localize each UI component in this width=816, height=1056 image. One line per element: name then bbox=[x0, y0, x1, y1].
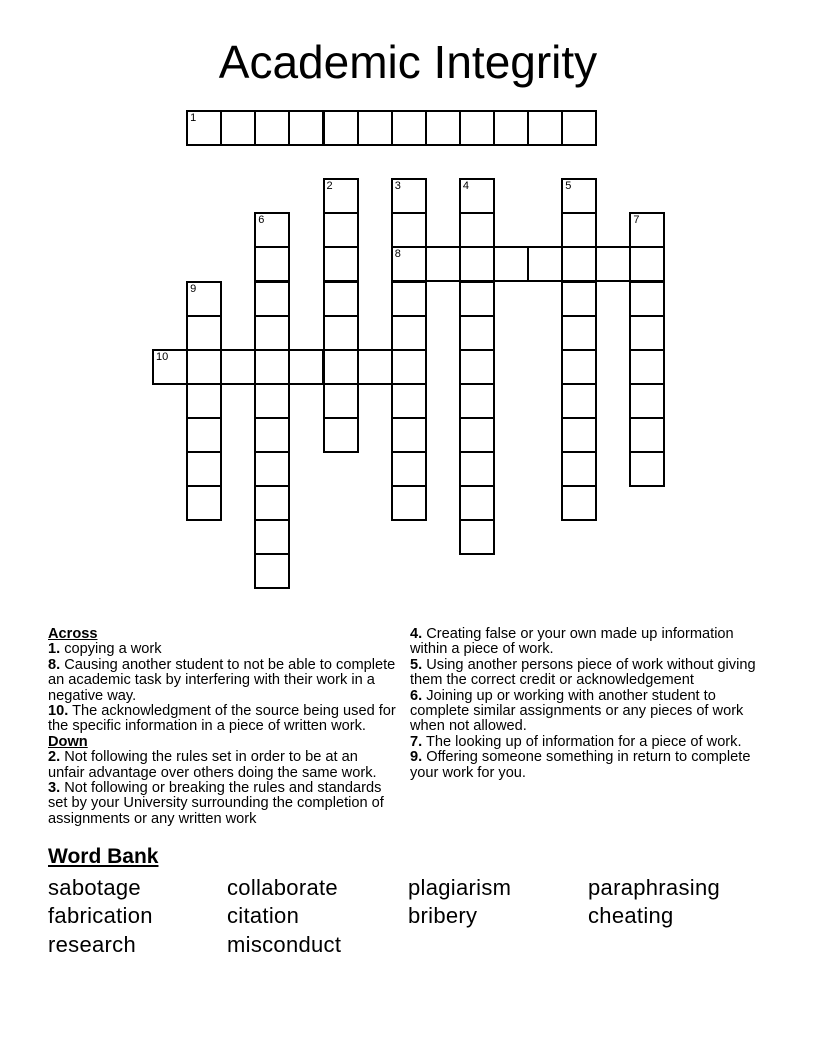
clue-item bbox=[48, 642, 396, 657]
across-heading: Across bbox=[48, 626, 98, 642]
clue-number: 3. bbox=[48, 780, 61, 797]
cell-number: 8 bbox=[394, 248, 401, 261]
crossword-cell bbox=[459, 281, 495, 317]
crossword-cell bbox=[323, 315, 359, 351]
crossword-cell bbox=[186, 383, 222, 419]
crossword-cell bbox=[254, 485, 290, 521]
crossword-cell bbox=[357, 349, 393, 385]
clue-number: 4. bbox=[410, 626, 423, 642]
clue-item bbox=[48, 781, 396, 827]
crossword-cell bbox=[527, 246, 563, 282]
clue-text: Offering someone something in return to complete your work for you. bbox=[410, 749, 751, 781]
clue-text: Joining up or working with another student to complete similar assignments or any pieces of work when not allowed. bbox=[410, 687, 744, 735]
clue-item bbox=[410, 627, 760, 658]
crossword-cell bbox=[425, 110, 461, 146]
clue-item bbox=[410, 689, 760, 735]
crossword-cell bbox=[391, 383, 427, 419]
crossword-cell bbox=[186, 110, 222, 146]
crossword-cell bbox=[629, 451, 665, 487]
crossword-cell bbox=[254, 212, 290, 248]
crossword-cell bbox=[323, 246, 359, 282]
crossword-cell bbox=[323, 349, 359, 385]
crossword-cell bbox=[561, 212, 597, 248]
crossword-cell bbox=[561, 451, 597, 487]
cell-number: 4 bbox=[462, 180, 470, 193]
crossword-cell bbox=[220, 349, 256, 385]
crossword-cell bbox=[288, 349, 324, 385]
crossword-cell bbox=[459, 519, 495, 555]
crossword-cell bbox=[220, 110, 256, 146]
clues-left-column bbox=[48, 627, 396, 827]
crossword-cell bbox=[323, 281, 359, 317]
crossword-cell bbox=[186, 451, 222, 487]
crossword-cell bbox=[254, 519, 290, 555]
crossword-cell bbox=[459, 383, 495, 419]
crossword-cell bbox=[561, 281, 597, 317]
crossword-cell bbox=[629, 246, 665, 282]
cell-number: 10 bbox=[156, 350, 169, 363]
crossword-cell bbox=[527, 110, 563, 146]
down-clues-list-left bbox=[48, 750, 396, 827]
crossword-cell bbox=[493, 110, 529, 146]
puzzle-title: Academic Integrity bbox=[218, 36, 598, 88]
crossword-cell bbox=[391, 451, 427, 487]
word-bank-item: plagiarism bbox=[408, 875, 512, 900]
crossword-cell bbox=[459, 212, 495, 248]
down-heading: Down bbox=[48, 733, 88, 750]
crossword-cell bbox=[254, 553, 290, 589]
crossword-cell bbox=[493, 246, 529, 282]
crossword-cell bbox=[391, 315, 427, 351]
crossword-cell bbox=[391, 281, 427, 317]
crossword-cell bbox=[561, 246, 597, 282]
crossword-cell bbox=[186, 485, 222, 521]
cell-number: 2 bbox=[326, 180, 333, 193]
crossword-cell bbox=[459, 178, 495, 214]
word-bank-item: citation bbox=[227, 903, 300, 929]
cell-number: 6 bbox=[258, 214, 265, 227]
cell-number: 7 bbox=[633, 214, 640, 227]
word-bank-item: fabrication bbox=[48, 903, 153, 929]
clue-item bbox=[410, 735, 760, 750]
clue-number: 10. bbox=[48, 703, 69, 720]
clue-item bbox=[410, 750, 760, 781]
crossword-cell bbox=[391, 349, 427, 385]
crossword-cell bbox=[629, 349, 665, 385]
clue-item bbox=[410, 658, 760, 689]
crossword-cell bbox=[391, 485, 427, 521]
clue-number: 7. bbox=[410, 733, 423, 750]
crossword-cell bbox=[254, 110, 290, 146]
crossword-cell bbox=[561, 110, 597, 146]
cell-number: 5 bbox=[565, 180, 572, 193]
crossword-cell bbox=[254, 315, 290, 351]
crossword-cell bbox=[629, 212, 665, 248]
clue-number: 8. bbox=[48, 656, 61, 673]
crossword-cell bbox=[152, 349, 188, 385]
clue-text: Not following the rules set in order to be at an unfair advantage over others doing the same work. bbox=[48, 749, 377, 781]
crossword-cell bbox=[254, 417, 290, 453]
word-bank-item: collaborate bbox=[227, 875, 338, 900]
crossword-cell bbox=[391, 212, 427, 248]
cell-number: 9 bbox=[190, 282, 197, 295]
crossword-cell bbox=[459, 246, 495, 282]
crossword-cell bbox=[186, 315, 222, 351]
crossword-cell bbox=[561, 485, 597, 521]
clues-right-column bbox=[410, 627, 760, 781]
clue-text: The looking up of information for a piece of work. bbox=[422, 733, 742, 750]
crossword-cell bbox=[357, 110, 393, 146]
crossword-cell bbox=[391, 246, 427, 282]
clue-text: The acknowledgment of the source being used for the specific information in a piece of written work. bbox=[48, 703, 396, 735]
crossword-cell bbox=[391, 178, 427, 214]
clue-text: Not following or breaking the rules and standards set by your University surrounding the completion of assignments or any written work bbox=[48, 780, 384, 827]
clue-text: Creating false or your own made up information within a piece of work. bbox=[410, 626, 734, 658]
crossword-cell bbox=[459, 417, 495, 453]
crossword-cell bbox=[323, 417, 359, 453]
crossword-cell bbox=[629, 281, 665, 317]
crossword-cell bbox=[391, 110, 427, 146]
clue-number: 2. bbox=[48, 749, 61, 766]
crossword-cell bbox=[459, 110, 495, 146]
crossword-cell bbox=[391, 417, 427, 453]
clue-number: 1. bbox=[48, 641, 61, 658]
clue-number: 9. bbox=[410, 749, 423, 766]
clue-number: 6. bbox=[410, 687, 423, 704]
word-bank-list bbox=[48, 874, 792, 959]
crossword-cell bbox=[561, 349, 597, 385]
crossword-cell bbox=[561, 417, 597, 453]
crossword-cell bbox=[561, 315, 597, 351]
clue-text: Using another persons piece of work without giving them the correct credit or acknowledgement bbox=[410, 656, 756, 689]
crossword-cell bbox=[629, 315, 665, 351]
crossword-cell bbox=[629, 417, 665, 453]
crossword-cell bbox=[323, 383, 359, 419]
crossword-cell bbox=[459, 315, 495, 351]
crossword-cell bbox=[425, 246, 461, 282]
crossword-cell bbox=[595, 246, 631, 282]
cell-number: 3 bbox=[394, 180, 401, 193]
word-bank-item: cheating bbox=[588, 903, 674, 929]
crossword-cell bbox=[254, 281, 290, 317]
crossword-cell bbox=[186, 349, 222, 385]
crossword-cell bbox=[561, 178, 597, 214]
down-clues-list-right bbox=[410, 627, 760, 781]
crossword-cell bbox=[629, 383, 665, 419]
word-bank-item: bribery bbox=[408, 903, 478, 929]
crossword-cell bbox=[254, 383, 290, 419]
word-bank-item: paraphrasing bbox=[588, 875, 721, 900]
word-bank-heading: Word Bank bbox=[48, 845, 159, 868]
word-bank-item: research bbox=[48, 931, 136, 957]
crossword-cell bbox=[254, 349, 290, 385]
cell-number: 1 bbox=[190, 112, 197, 124]
crossword-cell bbox=[288, 110, 324, 146]
crossword-cell bbox=[186, 417, 222, 453]
crossword-cell bbox=[323, 110, 359, 146]
crossword-cell bbox=[186, 281, 222, 317]
across-clues-list bbox=[48, 642, 396, 734]
crossword-cell bbox=[254, 451, 290, 487]
clue-text: copying a work bbox=[60, 641, 162, 658]
word-bank-item: sabotage bbox=[48, 875, 141, 900]
crossword-cell bbox=[459, 451, 495, 487]
crossword-cell bbox=[459, 349, 495, 385]
clue-number: 5. bbox=[410, 656, 423, 673]
crossword-cell bbox=[323, 212, 359, 248]
crossword-cell bbox=[459, 485, 495, 521]
crossword-cell bbox=[254, 246, 290, 282]
word-bank-item: misconduct bbox=[227, 931, 342, 957]
clue-item bbox=[48, 704, 396, 735]
clue-item bbox=[48, 658, 396, 704]
clue-text: Causing another student to not be able to complete an academic task by interfering with their work in a negative way. bbox=[48, 656, 396, 704]
crossword-cell bbox=[561, 383, 597, 419]
crossword-cell bbox=[323, 178, 359, 214]
clue-item bbox=[48, 750, 396, 781]
